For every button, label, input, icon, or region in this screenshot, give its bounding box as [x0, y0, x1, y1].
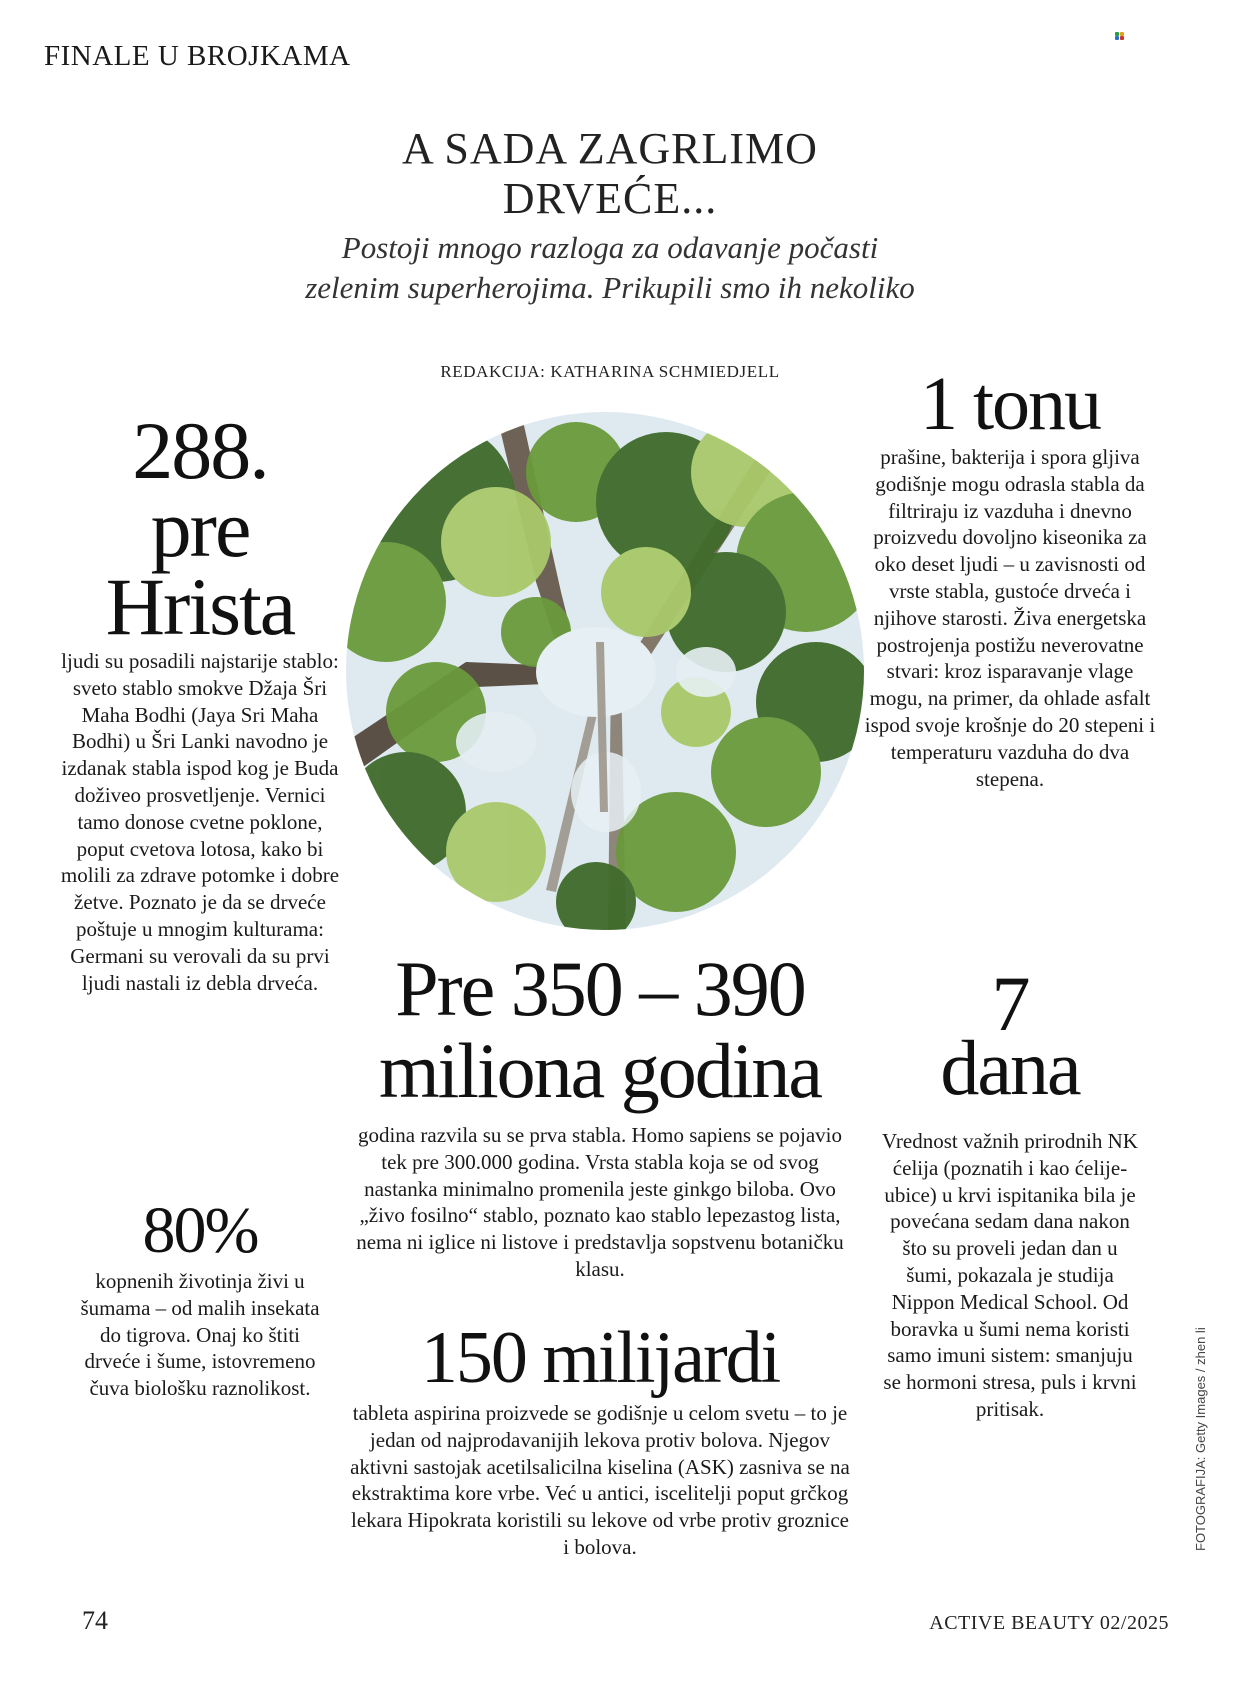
fact-150-figure: 150 milijardi [420, 1317, 780, 1399]
photo-credit: FOTOGRAFIJA: Getty Images / zhen li [1193, 1327, 1208, 1551]
page-number: 74 [82, 1606, 108, 1635]
fact-7-figure-line2: dana [940, 1024, 1080, 1111]
fact-7-figure-line1: 7 [991, 960, 1029, 1047]
fact-7-text: Vrednost važnih prirodnih NK ćelija (poznatih i kao ćelije-ubice) u krvi ispitanika bila je povećana sedam dana nakon što su proveli jedan dan u šumi, pokazala je studija Nippon Medical School. Od boravka u šumi nema koristi samo imuni sistem: smanjuju se hormoni stresa, puls i krvni pritisak. [882, 1129, 1138, 1421]
brand-dots-icon [1115, 32, 1124, 40]
standfirst: Postoji mnogo razloga za odavanje počasti zelenim superherojima. Prikupili smo ih nekoliko [305, 230, 915, 305]
fact-288-figure-line2: pre [150, 483, 250, 574]
fact-1tonu-text: prašine, bakterija i spora gljiva godišnje mogu odrasla stabla da filtriraju iz vazduha i dnevno proizvedu dovoljno kiseonika za oko deset ljudi – u zavisnosti od vrste stabla, gustoće drveća i njihove starosti. Živa energetska postrojenja postižu neverovatne stvari: kroz isparavanje vlage mogu, na primer, da ohlade asfalt ispod svoje krošnje do 20 stepeni i temperaturu vazduha do dva stepena. [864, 445, 1156, 791]
fact-80-text: kopnenih životinja živi u šumama – od malih insekata do tigrova. Onaj ko štiti drveće i šume, istovremeno čuva biološku raznolikost. [80, 1269, 320, 1401]
fact-350-figure-line2: miliona godina [378, 1027, 822, 1114]
fact-150-text: tableta aspirina proizvede se godišnje u celom svetu – to je jedan od najprodavanijih lekova protiv bolova. Njegov aktivni sastojak acetilsalicilna kiselina (ASK) zasniva se na ekstraktima kore vrbe. Već u antici, iscelitelji poput grčkog lekara Hipokrata koristili su lekove od vrbe protiv groznice i bolova. [350, 1401, 850, 1559]
fact-350-figure-line1: Pre 350 – 390 [395, 945, 805, 1032]
tree-canopy-photo [346, 412, 864, 930]
fact-288-figure-line1: 288. [132, 405, 268, 496]
fact-288-figure-line3: Hrista [105, 561, 295, 652]
issue-label: ACTIVE BEAUTY 02/2025 [929, 1612, 1169, 1634]
fact-288-figure [40, 405, 360, 652]
fact-288-text: ljudi su posadili najstarije stablo: sveto stablo smokve Džaja Šri Maha Bodhi (Jaya Sri Maha Bodhi) u Šri Lanki navodno je izdanak stabla ispod kog je Buda doživeo prosvetljenje. Vernici tamo donose cvetne poklone, poput cvetova lotosa, kako bi molili za zdrave potomke i dobre žetve. Poznato je da se drveće poštuje u mnogim kulturama: Germani su verovali da su prvi ljudi nastali iz debla drveća. [60, 649, 340, 995]
fact-350-figure [360, 945, 840, 1114]
section-label: FINALE U BROJKAMA [44, 40, 351, 72]
fact-7-figure [880, 960, 1140, 1111]
fact-80-figure: 80% [142, 1194, 258, 1267]
fact-350-text: godina razvila su se prva stabla. Homo sapiens se pojavio tek pre 300.000 godina. Vrsta stabla koja se od svog nastanka minimalno promenila jeste ginkgo biloba. Ovo „živo fosilno“ stablo, poznato kao stablo lepezastog lista, nema ni iglice ni listove i predstavlja sopstvenu botaničku klasu. [356, 1123, 844, 1281]
fact-1tonu-figure: 1 tonu [919, 362, 1101, 446]
byline: REDAKCIJA: KATHARINA SCHMIEDJELL [440, 362, 780, 381]
headline: A SADA ZAGRLIMO DRVEĆE... [402, 124, 818, 223]
